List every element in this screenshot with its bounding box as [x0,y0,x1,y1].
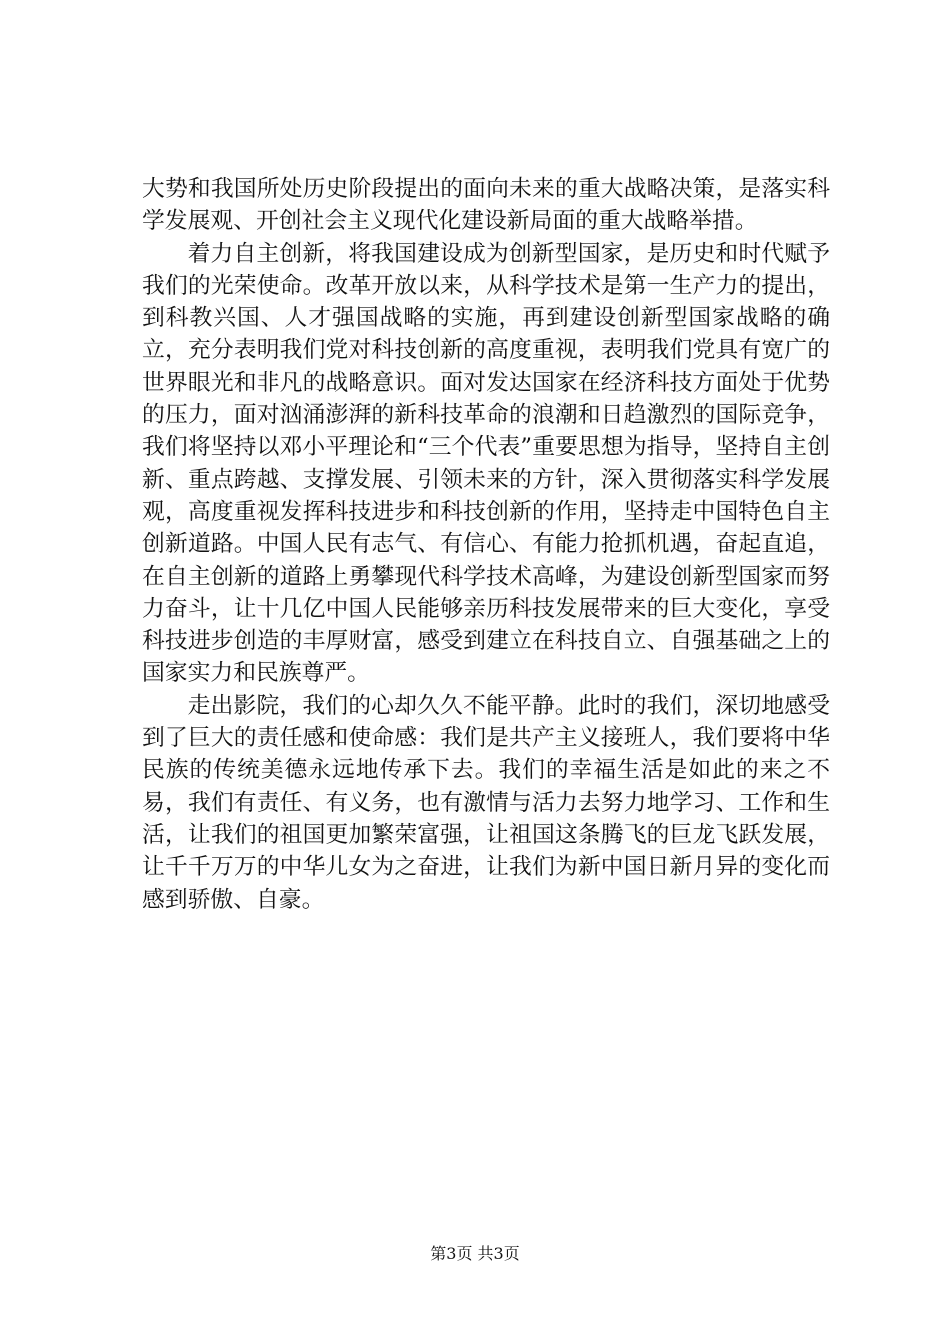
paragraph-leaving-cinema: 走出影院，我们的心却久久不能平静。此时的我们，深切地感受到了巨大的责任感和使命感：我们是共产主义接班人，我们要将中华民族的传统美德永远地传承下去。我们的幸福生活是如此的来之不易，我们有责任、有义务，也有激情与活力去努力地学习、工作和生活，让我们的祖国更加繁荣富强，让祖国这条腾飞的巨龙飞跃发展，让千千万万的中华儿女为之奋进，让我们为新中国日新月异的变化而感到骄傲、自豪。 [142,692,830,913]
document-body [142,173,830,916]
paragraph-continued: 大势和我国所处历史阶段提出的面向未来的重大战略决策，是落实科学发展观、开创社会主义现代化建设新局面的重大战略举措。 [142,176,830,235]
page-footer: 第3页 共3页 [430,1244,520,1263]
paragraph-innovation: 着力自主创新，将我国建设成为创新型国家，是历史和时代赋予我们的光荣使命。改革开放以来，从科学技术是第一生产力的提出，到科教兴国、人才强国战略的实施，再到建设创新型国家战略的确立，充分表明我们党对科技创新的高度重视，表明我们党具有宽广的世界眼光和非凡的战略意识。面对发达国家在经济科技方面处于优势的压力，面对汹涌澎湃的新科技革命的浪潮和日趋激烈的国际竞争，我们将坚持以邓小平理论和“三个代表”重要思想为指导，坚持自主创新、重点跨越、支撑发展、引领未来的方针，深入贯彻落实科学发展观，高度重视发挥科技进步和科技创新的作用，坚持走中国特色自主创新道路。中国人民有志气、有信心、有能力抢抓机遇，奋起直追，在自主创新的道路上勇攀现代科学技术高峰，为建设创新型国家而努力奋斗，让十几亿中国人民能够亲历科技发展带来的巨大变化，享受科技进步创造的丰厚财富，感受到建立在科技自立、自强基础之上的国家实力和民族尊严。 [142,240,830,687]
